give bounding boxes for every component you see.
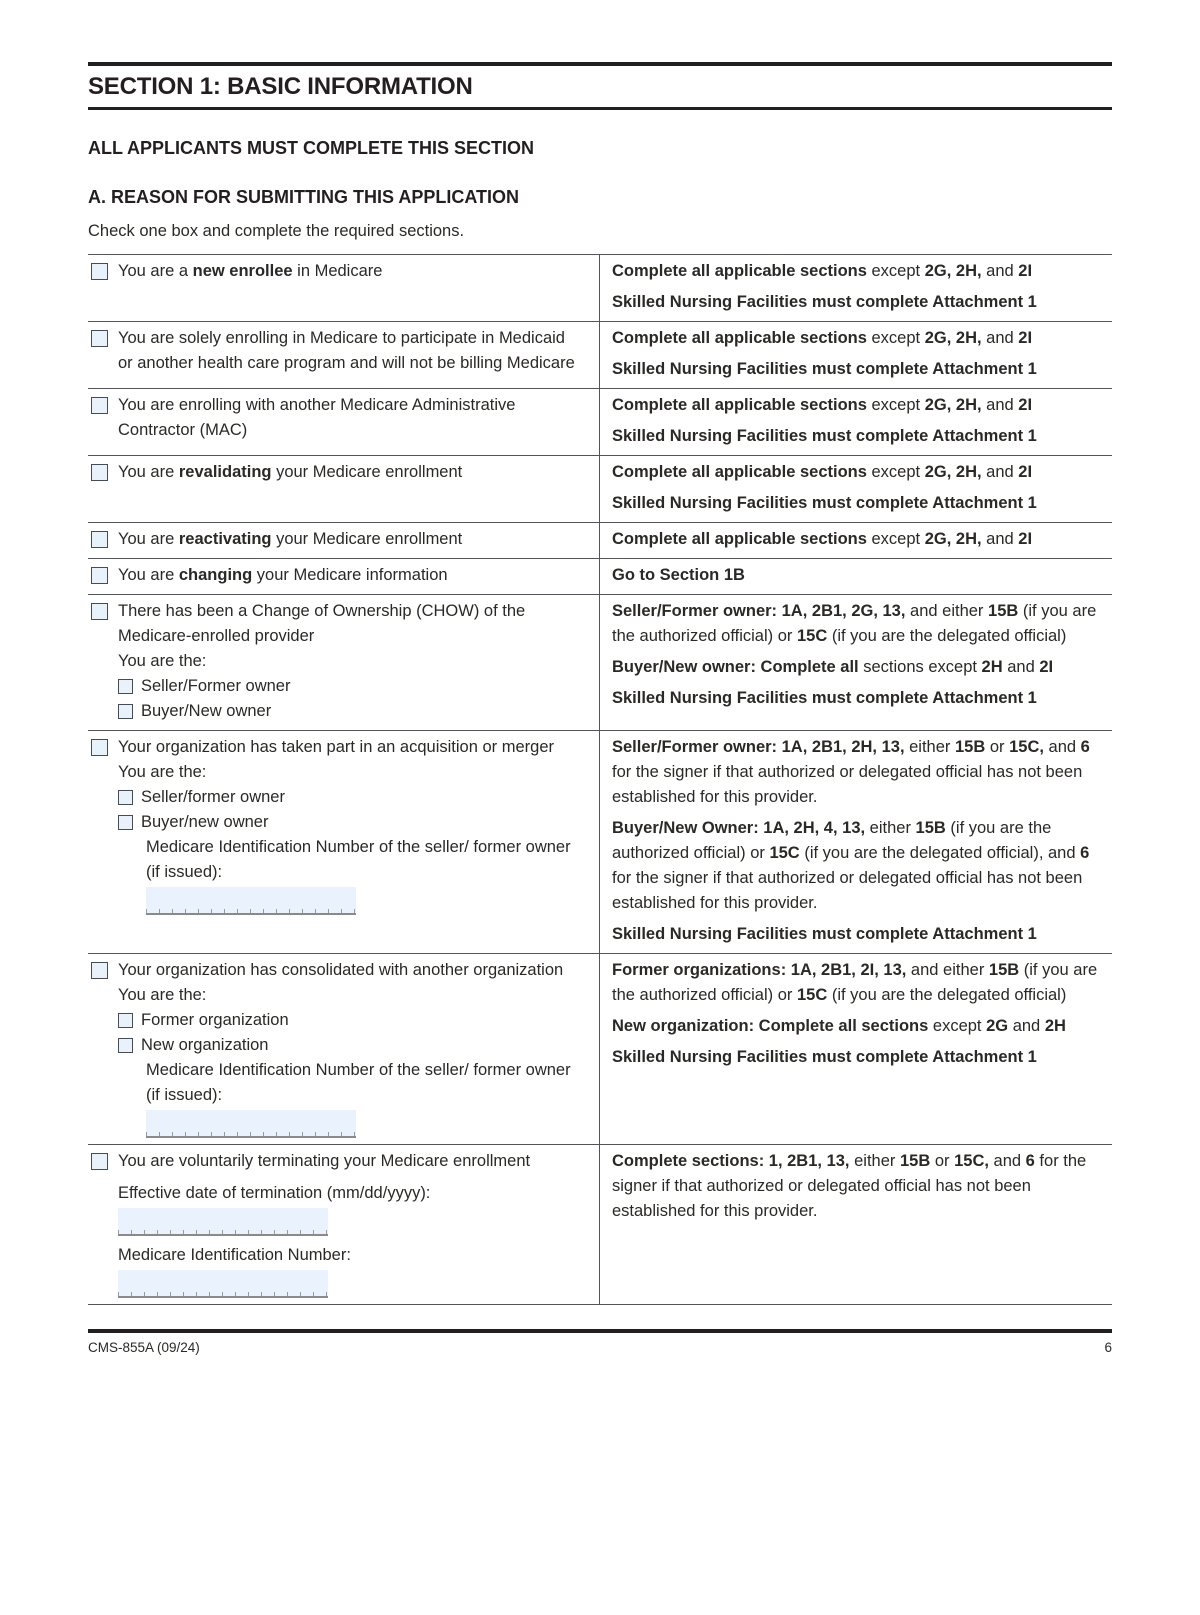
voluntary-termination-checkbox[interactable] bbox=[91, 1153, 108, 1170]
text-segment: (if you are the authorized official) or bbox=[612, 602, 1097, 645]
text-segment: 2H bbox=[1044, 1017, 1066, 1035]
text-segment: You are voluntarily terminating your Medicare enrollment bbox=[118, 1152, 531, 1170]
text-segment: Complete all applicable sections bbox=[612, 463, 867, 481]
text-segment: 15B bbox=[915, 819, 946, 837]
text-segment: You are bbox=[118, 530, 179, 548]
instruction-paragraph bbox=[612, 735, 1108, 810]
reason-row-changing-info bbox=[88, 559, 1112, 595]
reason-row-voluntary-termination bbox=[88, 1145, 1112, 1305]
text-segment: either bbox=[849, 1152, 900, 1170]
instruction-paragraph bbox=[612, 393, 1108, 418]
text-segment: Your organization has taken part in an acquisition or merger bbox=[118, 738, 554, 756]
consolidation-checkbox[interactable] bbox=[91, 962, 108, 979]
reason-cell-new-mac bbox=[88, 389, 600, 455]
text-segment: either bbox=[904, 738, 955, 756]
required-sections-cell-new-enrollee bbox=[600, 255, 1112, 321]
text-segment: and bbox=[981, 530, 1019, 548]
text-segment: except bbox=[928, 1017, 987, 1035]
reason-row-consolidation bbox=[88, 954, 1112, 1145]
text-segment: Skilled Nursing Facilities must complete Attachment 1 bbox=[612, 689, 1037, 707]
page-number: 6 bbox=[1104, 1340, 1112, 1355]
text-segment: 15B bbox=[899, 1152, 931, 1170]
reason-cell-consolidation bbox=[88, 954, 600, 1144]
field-label: Medicare Identification Number: bbox=[118, 1246, 351, 1264]
reason-cell-acquisition-merger bbox=[88, 731, 600, 953]
text-segment: You are a bbox=[118, 262, 193, 280]
check-line bbox=[90, 599, 583, 649]
text-segment: Complete sections: 1, 2B1, 13, bbox=[612, 1152, 850, 1170]
sub-option-label: Buyer/New owner bbox=[141, 702, 272, 720]
text-segment: your Medicare enrollment bbox=[271, 463, 463, 481]
text-segment: Go to Section 1B bbox=[612, 566, 745, 584]
text-segment: 2I bbox=[1018, 329, 1033, 347]
text-segment: except bbox=[866, 262, 925, 280]
sub-option-seller-former-owner bbox=[118, 785, 583, 810]
reason-cell-medicaid-only-enrollment bbox=[88, 322, 600, 388]
role-prompt: You are the: bbox=[118, 986, 207, 1004]
text-segment: for the signer if that authorized or delegated official has not been established for this provider. bbox=[612, 869, 1083, 912]
field bbox=[118, 1243, 583, 1298]
field-label: Effective date of termination (mm/dd/yyyy): bbox=[118, 1184, 431, 1202]
reason-label bbox=[118, 393, 583, 443]
new-enrollee-checkbox[interactable] bbox=[91, 263, 108, 280]
text-segment: and bbox=[1043, 738, 1081, 756]
text-segment: 2I bbox=[1018, 396, 1033, 414]
text-segment: and bbox=[981, 463, 1019, 481]
instruction-paragraph bbox=[612, 527, 1108, 552]
text-segment: new enrollee bbox=[192, 262, 293, 280]
text-segment: Skilled Nursing Facilities must complete Attachment 1 bbox=[612, 494, 1037, 512]
reason-row-chow bbox=[88, 595, 1112, 731]
sub-option-label: Seller/former owner bbox=[141, 788, 285, 806]
instruction-paragraph bbox=[612, 563, 1108, 588]
text-segment: 2G, 2H, bbox=[924, 530, 982, 548]
text-segment: 2G, 2H, bbox=[924, 329, 982, 347]
top-rule bbox=[88, 62, 1112, 66]
reason-label bbox=[118, 563, 583, 588]
required-sections-cell-acquisition-merger bbox=[600, 731, 1112, 953]
text-segment: sections except bbox=[858, 658, 982, 676]
text-segment: for the signer if that authorized or delegated official has not been established for this provider. bbox=[612, 1152, 1087, 1220]
reason-cell-reactivating bbox=[88, 523, 600, 558]
reason-label bbox=[118, 259, 583, 284]
reason-table bbox=[88, 254, 1112, 1305]
text-segment: New organization: Complete all sections bbox=[612, 1017, 929, 1035]
required-sections-cell-consolidation bbox=[600, 954, 1112, 1144]
text-segment: except bbox=[866, 396, 925, 414]
check-line bbox=[90, 460, 583, 485]
instruction-paragraph bbox=[612, 958, 1108, 1008]
sub-option-seller-former-owner bbox=[118, 674, 583, 699]
field-label: Medicare Identification Number of the seller/ former owner (if issued): bbox=[146, 1061, 571, 1104]
text-segment: Complete all applicable sections bbox=[612, 530, 867, 548]
text-segment: Skilled Nursing Facilities must complete Attachment 1 bbox=[612, 427, 1037, 445]
text-segment: Buyer/New Owner: 1A, 2H, 4, 13, bbox=[612, 819, 866, 837]
text-segment: Skilled Nursing Facilities must complete Attachment 1 bbox=[612, 293, 1037, 311]
instruction-paragraph bbox=[612, 1149, 1108, 1224]
text-segment: revalidating bbox=[178, 463, 272, 481]
check-line bbox=[90, 563, 583, 588]
required-sections-cell-new-mac bbox=[600, 389, 1112, 455]
instruction-text: Check one box and complete the required sections. bbox=[88, 222, 465, 240]
reason-cell-chow bbox=[88, 595, 600, 730]
required-sections-cell-revalidating bbox=[600, 456, 1112, 522]
changing-info-checkbox[interactable] bbox=[91, 567, 108, 584]
reason-cell-revalidating bbox=[88, 456, 600, 522]
text-segment: You are bbox=[118, 566, 179, 584]
text-segment: Skilled Nursing Facilities must complete Attachment 1 bbox=[612, 1048, 1037, 1066]
text-segment: and bbox=[988, 1152, 1026, 1170]
text-segment: 15C, bbox=[954, 1152, 989, 1170]
text-segment: You are enrolling with another Medicare Administrative Contractor (MAC) bbox=[118, 396, 516, 439]
text-segment: Buyer/New owner: Complete all bbox=[612, 658, 859, 676]
sub-option-label: New organization bbox=[141, 1036, 269, 1054]
seller-former-owner-checkbox[interactable] bbox=[118, 790, 133, 805]
page-title: SECTION 1: BASIC INFORMATION bbox=[88, 73, 473, 100]
revalidating-checkbox[interactable] bbox=[91, 464, 108, 481]
check-line bbox=[90, 393, 583, 443]
seller-former-owner-checkbox[interactable] bbox=[118, 679, 133, 694]
reason-cell-new-enrollee bbox=[88, 255, 600, 321]
check-line bbox=[90, 259, 583, 284]
text-segment: 2I bbox=[1018, 530, 1033, 548]
former-organization-checkbox[interactable] bbox=[118, 1013, 133, 1028]
instruction-paragraph bbox=[612, 491, 1108, 516]
instruction-paragraph bbox=[612, 655, 1108, 680]
instruction-paragraph bbox=[612, 1045, 1108, 1070]
reason-row-reactivating bbox=[88, 523, 1112, 559]
text-segment: 2I bbox=[1018, 463, 1033, 481]
check-line bbox=[90, 735, 583, 760]
text-segment: 2G, 2H, bbox=[924, 262, 982, 280]
text-segment: except bbox=[866, 463, 925, 481]
instruction-paragraph bbox=[612, 686, 1108, 711]
reason-label bbox=[118, 958, 583, 983]
text-segment: There has been a Change of Ownership (CHOW) of the Medicare-enrolled provider bbox=[118, 602, 526, 645]
instruction-paragraph bbox=[612, 424, 1108, 449]
buyer-new-owner-checkbox[interactable] bbox=[118, 704, 133, 719]
text-segment: your Medicare information bbox=[252, 566, 448, 584]
text-segment: Former organizations: 1A, 2B1, 2I, 13, bbox=[612, 961, 907, 979]
reason-cell-voluntary-termination bbox=[88, 1145, 600, 1304]
text-segment: 15B bbox=[954, 738, 986, 756]
medicare-id-input[interactable] bbox=[118, 1270, 328, 1298]
instruction-paragraph bbox=[612, 1014, 1108, 1039]
chow-checkbox[interactable] bbox=[91, 603, 108, 620]
text-segment: 6 bbox=[1025, 1152, 1035, 1170]
instruction-paragraph bbox=[612, 599, 1108, 649]
footer-rule bbox=[88, 1329, 1112, 1333]
sub-option-new-organization bbox=[118, 1033, 583, 1058]
text-segment: and bbox=[981, 262, 1019, 280]
text-segment: 2G bbox=[986, 1017, 1009, 1035]
text-segment: Seller/Former owner: 1A, 2B1, 2H, 13, bbox=[612, 738, 905, 756]
text-segment: 2I bbox=[1039, 658, 1054, 676]
instruction-paragraph bbox=[612, 816, 1108, 916]
text-segment: and either bbox=[905, 602, 989, 620]
text-segment: You are bbox=[118, 463, 179, 481]
reason-label bbox=[118, 326, 583, 376]
text-segment: in Medicare bbox=[292, 262, 383, 280]
text-segment: 15C, bbox=[1009, 738, 1044, 756]
sub-option-label: Former organization bbox=[141, 1011, 289, 1029]
text-segment: 6 bbox=[1080, 844, 1090, 862]
text-segment: reactivating bbox=[178, 530, 272, 548]
text-segment: and either bbox=[906, 961, 989, 979]
check-line bbox=[90, 1149, 583, 1174]
reason-row-revalidating bbox=[88, 456, 1112, 523]
instruction-paragraph bbox=[612, 259, 1108, 284]
reason-cell-changing-info bbox=[88, 559, 600, 594]
field bbox=[118, 1181, 583, 1236]
reason-label bbox=[118, 527, 583, 552]
text-segment: 15B bbox=[988, 961, 1020, 979]
title-underline-rule bbox=[88, 107, 1112, 110]
sub-option-buyer-new-owner bbox=[118, 810, 583, 835]
text-segment: 15C bbox=[796, 986, 828, 1004]
check-line bbox=[90, 326, 583, 376]
check-line bbox=[90, 958, 583, 983]
reason-label bbox=[118, 599, 583, 649]
footer bbox=[88, 1340, 1112, 1356]
text-segment: (if you are the delegated official) bbox=[827, 627, 1067, 645]
text-segment: Complete all applicable sections bbox=[612, 396, 867, 414]
text-segment: except bbox=[866, 530, 925, 548]
text-segment: or bbox=[985, 738, 1010, 756]
form-number: CMS-855A (09/24) bbox=[88, 1340, 200, 1355]
required-sections-cell-chow bbox=[600, 595, 1112, 730]
text-segment: 2G, 2H, bbox=[924, 463, 982, 481]
instruction-paragraph bbox=[612, 326, 1108, 351]
text-segment: Seller/Former owner: 1A, 2B1, 2G, 13, bbox=[612, 602, 906, 620]
acquisition-merger-checkbox[interactable] bbox=[91, 739, 108, 756]
text-segment: Your organization has consolidated with another organization bbox=[118, 961, 564, 979]
text-segment: 2G, 2H, bbox=[924, 396, 982, 414]
text-segment: and bbox=[981, 396, 1019, 414]
field-label: Medicare Identification Number of the seller/ former owner (if issued): bbox=[146, 838, 571, 881]
sub-option-buyer-new-owner bbox=[118, 699, 583, 724]
instruction-paragraph bbox=[612, 290, 1108, 315]
text-segment: Skilled Nursing Facilities must complete Attachment 1 bbox=[612, 360, 1037, 378]
text-segment: except bbox=[866, 329, 925, 347]
text-segment: 15B bbox=[988, 602, 1019, 620]
new-mac-checkbox[interactable] bbox=[91, 397, 108, 414]
text-segment: (if you are the authorized official) or bbox=[612, 961, 1098, 1004]
text-segment: and bbox=[1008, 1017, 1045, 1035]
required-sections-cell-changing-info bbox=[600, 559, 1112, 594]
sub-option-label: Seller/Former owner bbox=[141, 677, 291, 695]
sub-option-label: Buyer/new owner bbox=[141, 813, 269, 831]
new-organization-checkbox[interactable] bbox=[118, 1038, 133, 1053]
reason-row-new-enrollee bbox=[88, 255, 1112, 322]
text-segment: You are solely enrolling in Medicare to participate in Medicaid or another health care program and will not be billing Medicare bbox=[118, 329, 575, 372]
text-segment: Complete all applicable sections bbox=[612, 262, 867, 280]
text-segment: 2I bbox=[1018, 262, 1033, 280]
reason-row-new-mac bbox=[88, 389, 1112, 456]
text-segment: and bbox=[981, 329, 1019, 347]
medicaid-only-enrollment-checkbox[interactable] bbox=[91, 330, 108, 347]
section-a-heading: A. REASON FOR SUBMITTING THIS APPLICATION bbox=[88, 187, 519, 207]
text-segment: or bbox=[930, 1152, 955, 1170]
text-segment: 15C bbox=[769, 844, 800, 862]
text-segment: 6 bbox=[1080, 738, 1090, 756]
sub-option-former-organization bbox=[118, 1008, 583, 1033]
instruction-paragraph bbox=[612, 460, 1108, 485]
role-prompt: You are the: bbox=[118, 652, 207, 670]
text-segment: (if you are the delegated official) bbox=[827, 986, 1067, 1004]
reason-row-medicaid-only-enrollment bbox=[88, 322, 1112, 389]
instruction-paragraph bbox=[612, 357, 1108, 382]
instruction-paragraph bbox=[612, 922, 1108, 947]
buyer-new-owner-checkbox[interactable] bbox=[118, 815, 133, 830]
field bbox=[146, 1058, 583, 1138]
medicare-id-input[interactable] bbox=[146, 887, 356, 915]
form-page bbox=[0, 62, 1200, 1615]
reason-label bbox=[118, 460, 583, 485]
text-segment: and bbox=[1002, 658, 1040, 676]
text-segment: changing bbox=[178, 566, 253, 584]
text-segment: Skilled Nursing Facilities must complete Attachment 1 bbox=[612, 925, 1037, 943]
text-segment: (if you are the delegated official), and bbox=[799, 844, 1081, 862]
all-applicants-subtitle: ALL APPLICANTS MUST COMPLETE THIS SECTION bbox=[88, 138, 535, 158]
field bbox=[146, 835, 583, 915]
reason-label bbox=[118, 1149, 583, 1174]
medicare-id-input[interactable] bbox=[146, 1110, 356, 1138]
text-segment: your Medicare enrollment bbox=[271, 530, 463, 548]
reactivating-checkbox[interactable] bbox=[91, 531, 108, 548]
reason-row-acquisition-merger bbox=[88, 731, 1112, 954]
required-sections-cell-voluntary-termination bbox=[600, 1145, 1112, 1304]
text-segment: either bbox=[865, 819, 916, 837]
check-line bbox=[90, 527, 583, 552]
role-prompt: You are the: bbox=[118, 763, 207, 781]
text-segment: for the signer if that authorized or delegated official has not been established for this provider. bbox=[612, 763, 1083, 806]
text-segment: (if you are the authorized official) or bbox=[612, 819, 1052, 862]
required-sections-cell-medicaid-only-enrollment bbox=[600, 322, 1112, 388]
text-segment: 2H bbox=[981, 658, 1003, 676]
termination-date-input[interactable] bbox=[118, 1208, 328, 1236]
text-segment: 15C bbox=[796, 627, 828, 645]
reason-label bbox=[118, 735, 583, 760]
required-sections-cell-reactivating bbox=[600, 523, 1112, 558]
text-segment: Complete all applicable sections bbox=[612, 329, 867, 347]
